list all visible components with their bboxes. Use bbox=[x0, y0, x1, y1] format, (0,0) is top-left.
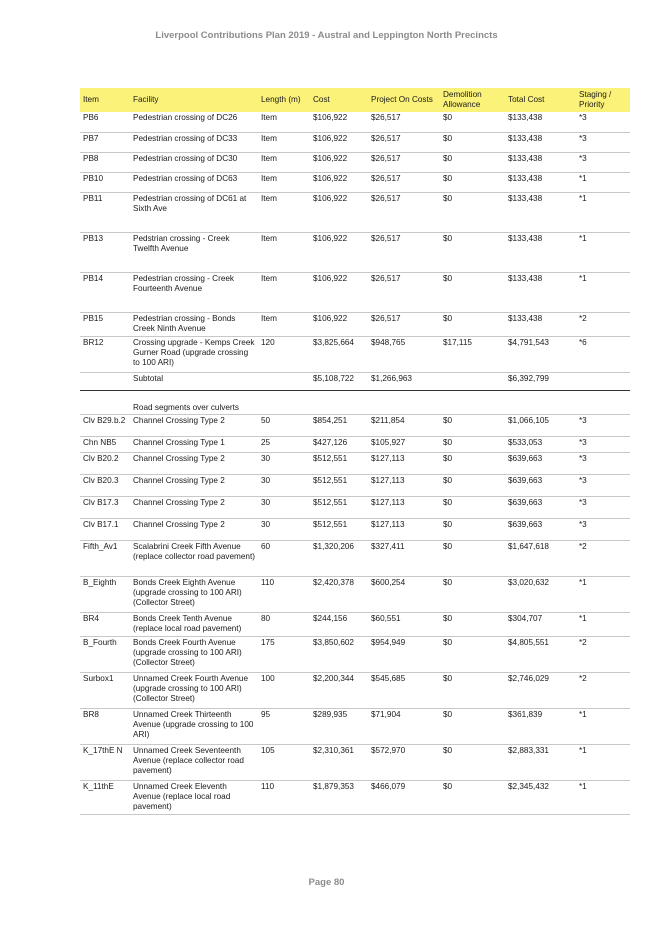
cell-demolition-allowance: $0 bbox=[440, 636, 505, 672]
document-header: Liverpool Contributions Plan 2019 - Austral and Leppington North Precincts bbox=[155, 30, 498, 41]
cell-cost: $2,200,344 bbox=[310, 672, 368, 708]
table-row bbox=[80, 708, 630, 744]
cell-total-cost: $133,438 bbox=[505, 172, 576, 192]
cell-staging: *3 bbox=[576, 436, 630, 452]
cell-demolition-allowance: $0 bbox=[440, 540, 505, 576]
cell-facility: Bonds Creek Tenth Avenue (replace local road pavement) bbox=[130, 612, 258, 636]
cell-length: Item bbox=[258, 172, 310, 192]
cell-project-on-costs: $954,949 bbox=[368, 636, 440, 672]
cell-facility: Channel Crossing Type 1 bbox=[130, 436, 258, 452]
cell-facility: Channel Crossing Type 2 bbox=[130, 518, 258, 540]
cell-staging: *3 bbox=[576, 474, 630, 496]
cell-length: 95 bbox=[258, 708, 310, 744]
cell-total-cost: $2,746,029 bbox=[505, 672, 576, 708]
table-row bbox=[80, 636, 630, 672]
cell-total-cost: $639,663 bbox=[505, 474, 576, 496]
cell-facility: Bonds Creek Fourth Avenue (upgrade crossing to 100 ARI) (Collector Street) bbox=[130, 636, 258, 672]
cell-total-cost: $533,053 bbox=[505, 436, 576, 452]
cell-staging: *2 bbox=[576, 312, 630, 336]
cell-cost: $512,551 bbox=[310, 518, 368, 540]
cell-total-cost: $361,839 bbox=[505, 708, 576, 744]
cell-demolition-allowance: $0 bbox=[440, 232, 505, 272]
cell-staging: *3 bbox=[576, 518, 630, 540]
cell-staging: *3 bbox=[576, 152, 630, 172]
cell-project-on-costs: $211,854 bbox=[368, 414, 440, 436]
cell-length: Item bbox=[258, 192, 310, 232]
cell-item: Surbox1 bbox=[80, 672, 130, 708]
cell-staging: *2 bbox=[576, 672, 630, 708]
cell-staging: *2 bbox=[576, 636, 630, 672]
cell-total-cost: $6,392,799 bbox=[505, 372, 576, 390]
cell-demolition-allowance: $0 bbox=[440, 312, 505, 336]
cell-cost: $3,825,664 bbox=[310, 336, 368, 372]
cell-cost: $1,879,353 bbox=[310, 780, 368, 814]
contributions-table bbox=[80, 88, 630, 815]
cell-cost: $854,251 bbox=[310, 414, 368, 436]
cell-cost: $512,551 bbox=[310, 452, 368, 474]
cell-project-on-costs: $26,517 bbox=[368, 132, 440, 152]
cell-length: 30 bbox=[258, 452, 310, 474]
col-header-length: Length (m) bbox=[258, 88, 310, 112]
table-row bbox=[80, 372, 630, 390]
col-header-cost: Cost bbox=[310, 88, 368, 112]
cell-item: PB15 bbox=[80, 312, 130, 336]
cell-item: Clv B17.3 bbox=[80, 496, 130, 518]
cell-staging: *1 bbox=[576, 232, 630, 272]
cell-demolition-allowance: $0 bbox=[440, 744, 505, 780]
cell-item: PB11 bbox=[80, 192, 130, 232]
cell-demolition-allowance: $0 bbox=[440, 518, 505, 540]
cell-project-on-costs: $26,517 bbox=[368, 152, 440, 172]
cell-item: B_Fourth bbox=[80, 636, 130, 672]
col-header-staging: Staging / Priority bbox=[576, 88, 630, 112]
cell-length: Item bbox=[258, 312, 310, 336]
cell-cost: $106,922 bbox=[310, 132, 368, 152]
cell-staging: *3 bbox=[576, 112, 630, 132]
cell-facility: Channel Crossing Type 2 bbox=[130, 496, 258, 518]
cell-length: Item bbox=[258, 232, 310, 272]
cell-project-on-costs: $60,551 bbox=[368, 612, 440, 636]
cell-demolition-allowance: $0 bbox=[440, 496, 505, 518]
table-row bbox=[80, 414, 630, 436]
cell-facility: Pedestrian crossing of DC63 bbox=[130, 172, 258, 192]
cell-item: K_11thE bbox=[80, 780, 130, 814]
cell-project-on-costs: $127,113 bbox=[368, 518, 440, 540]
cell-item: BR4 bbox=[80, 612, 130, 636]
cell-total-cost: $2,345,432 bbox=[505, 780, 576, 814]
cell-item: B_Eighth bbox=[80, 576, 130, 612]
cell-item: PB13 bbox=[80, 232, 130, 272]
table-row bbox=[80, 312, 630, 336]
cell-facility: Channel Crossing Type 2 bbox=[130, 474, 258, 496]
cell-staging: *6 bbox=[576, 336, 630, 372]
cell-cost: $106,922 bbox=[310, 112, 368, 132]
cell-cost: $106,922 bbox=[310, 312, 368, 336]
cell-cost: $106,922 bbox=[310, 272, 368, 312]
cell-facility: Crossing upgrade - Kemps Creek Gurner Road (upgrade crossing to 100 ARI) bbox=[130, 336, 258, 372]
cell-length: 50 bbox=[258, 414, 310, 436]
cell-length: 110 bbox=[258, 780, 310, 814]
table-row bbox=[80, 474, 630, 496]
cell-length bbox=[258, 372, 310, 390]
cell-facility: Unnamed Creek Seventeenth Avenue (replace collector road pavement) bbox=[130, 744, 258, 780]
cell-length: Item bbox=[258, 112, 310, 132]
cell-total-cost: $2,883,331 bbox=[505, 744, 576, 780]
cell-cost: $512,551 bbox=[310, 474, 368, 496]
cell-facility: Subtotal bbox=[130, 372, 258, 390]
cell-cost bbox=[310, 390, 368, 414]
cell-project-on-costs: $572,970 bbox=[368, 744, 440, 780]
cell-length: 105 bbox=[258, 744, 310, 780]
cell-total-cost: $639,663 bbox=[505, 452, 576, 474]
cell-length: 120 bbox=[258, 336, 310, 372]
cell-facility: Pedestrian crossing of DC33 bbox=[130, 132, 258, 152]
cell-demolition-allowance: $0 bbox=[440, 708, 505, 744]
cell-project-on-costs: $545,685 bbox=[368, 672, 440, 708]
cell-item bbox=[80, 372, 130, 390]
cell-staging: *1 bbox=[576, 780, 630, 814]
cell-demolition-allowance: $0 bbox=[440, 780, 505, 814]
cell-staging: *3 bbox=[576, 132, 630, 152]
cell-demolition-allowance: $0 bbox=[440, 132, 505, 152]
cell-project-on-costs: $127,113 bbox=[368, 452, 440, 474]
cell-item: Clv B20.3 bbox=[80, 474, 130, 496]
cell-staging: *3 bbox=[576, 452, 630, 474]
table-row bbox=[80, 780, 630, 814]
cell-staging: *1 bbox=[576, 744, 630, 780]
cell-staging: *1 bbox=[576, 272, 630, 312]
cell-facility: Unnamed Creek Fourth Avenue (upgrade crossing to 100 ARI) (Collector Street) bbox=[130, 672, 258, 708]
cell-cost: $3,850,602 bbox=[310, 636, 368, 672]
cell-demolition-allowance: $0 bbox=[440, 112, 505, 132]
cell-item: Clv B17.1 bbox=[80, 518, 130, 540]
cell-length: 110 bbox=[258, 576, 310, 612]
cell-total-cost: $133,438 bbox=[505, 132, 576, 152]
table-row bbox=[80, 192, 630, 232]
cell-project-on-costs: $127,113 bbox=[368, 496, 440, 518]
cell-demolition-allowance: $0 bbox=[440, 672, 505, 708]
col-header-project-on-costs: Project On Costs bbox=[368, 88, 440, 112]
cell-facility: Unnamed Creek Eleventh Avenue (replace local road pavement) bbox=[130, 780, 258, 814]
cell-cost: $512,551 bbox=[310, 496, 368, 518]
cell-cost: $289,935 bbox=[310, 708, 368, 744]
cell-facility: Scalabrini Creek Fifth Avenue (replace collector road pavement) bbox=[130, 540, 258, 576]
cell-demolition-allowance: $0 bbox=[440, 576, 505, 612]
cell-project-on-costs: $26,517 bbox=[368, 192, 440, 232]
cell-staging: *2 bbox=[576, 540, 630, 576]
cell-project-on-costs: $26,517 bbox=[368, 172, 440, 192]
cell-demolition-allowance: $0 bbox=[440, 172, 505, 192]
cell-project-on-costs: $327,411 bbox=[368, 540, 440, 576]
cell-facility: Pedestrian crossing of DC30 bbox=[130, 152, 258, 172]
cell-length: Item bbox=[258, 132, 310, 152]
cell-length: 60 bbox=[258, 540, 310, 576]
cell-facility: Unnamed Creek Thirteenth Avenue (upgrade crossing to 100 ARI) bbox=[130, 708, 258, 744]
cell-item bbox=[80, 390, 130, 414]
cell-item: BR12 bbox=[80, 336, 130, 372]
cell-length: 100 bbox=[258, 672, 310, 708]
cell-cost: $427,126 bbox=[310, 436, 368, 452]
table-row bbox=[80, 612, 630, 636]
cell-total-cost: $4,791,543 bbox=[505, 336, 576, 372]
cell-cost: $106,922 bbox=[310, 172, 368, 192]
cell-staging bbox=[576, 390, 630, 414]
cell-demolition-allowance bbox=[440, 372, 505, 390]
cell-item: Fifth_Av1 bbox=[80, 540, 130, 576]
cell-project-on-costs bbox=[368, 390, 440, 414]
cell-item: Clv B20.2 bbox=[80, 452, 130, 474]
table-row bbox=[80, 672, 630, 708]
cell-staging: *3 bbox=[576, 414, 630, 436]
table-row bbox=[80, 232, 630, 272]
cell-item: Chn NB5 bbox=[80, 436, 130, 452]
cell-cost: $244,156 bbox=[310, 612, 368, 636]
cell-project-on-costs: $948,765 bbox=[368, 336, 440, 372]
table-header-row bbox=[80, 88, 630, 112]
cell-total-cost: $133,438 bbox=[505, 312, 576, 336]
cell-project-on-costs: $466,079 bbox=[368, 780, 440, 814]
cell-project-on-costs: $127,113 bbox=[368, 474, 440, 496]
cell-project-on-costs: $600,254 bbox=[368, 576, 440, 612]
cell-cost: $2,310,361 bbox=[310, 744, 368, 780]
table-row bbox=[80, 436, 630, 452]
cell-length: 30 bbox=[258, 518, 310, 540]
cell-length: 30 bbox=[258, 496, 310, 518]
cell-demolition-allowance: $0 bbox=[440, 414, 505, 436]
cell-project-on-costs: $1,266,963 bbox=[368, 372, 440, 390]
cell-cost: $106,922 bbox=[310, 232, 368, 272]
cell-facility: Channel Crossing Type 2 bbox=[130, 452, 258, 474]
cell-length: 30 bbox=[258, 474, 310, 496]
cell-total-cost: $639,663 bbox=[505, 518, 576, 540]
cell-staging: *1 bbox=[576, 172, 630, 192]
cell-demolition-allowance bbox=[440, 390, 505, 414]
cell-facility: Bonds Creek Eighth Avenue (upgrade crossing to 100 ARI) (Collector Street) bbox=[130, 576, 258, 612]
col-header-total-cost: Total Cost bbox=[505, 88, 576, 112]
cell-demolition-allowance: $0 bbox=[440, 612, 505, 636]
cell-item: K_17thE N bbox=[80, 744, 130, 780]
cell-total-cost: $133,438 bbox=[505, 272, 576, 312]
cell-project-on-costs: $26,517 bbox=[368, 312, 440, 336]
cell-project-on-costs: $71,904 bbox=[368, 708, 440, 744]
cell-project-on-costs: $26,517 bbox=[368, 272, 440, 312]
cell-facility: Pedestrian crossing - Bonds Creek Ninth Avenue bbox=[130, 312, 258, 336]
page-number: Page 80 bbox=[308, 877, 345, 888]
table-body bbox=[80, 112, 630, 814]
cell-length: 25 bbox=[258, 436, 310, 452]
cell-project-on-costs: $105,927 bbox=[368, 436, 440, 452]
table-row bbox=[80, 496, 630, 518]
cell-project-on-costs: $26,517 bbox=[368, 232, 440, 272]
cell-staging: *1 bbox=[576, 192, 630, 232]
cell-staging: *1 bbox=[576, 708, 630, 744]
cell-project-on-costs: $26,517 bbox=[368, 112, 440, 132]
cell-cost: $2,420,378 bbox=[310, 576, 368, 612]
table-row bbox=[80, 112, 630, 132]
cell-staging: *3 bbox=[576, 496, 630, 518]
cell-length: 175 bbox=[258, 636, 310, 672]
cell-total-cost: $1,647,618 bbox=[505, 540, 576, 576]
cell-staging bbox=[576, 372, 630, 390]
cell-demolition-allowance: $0 bbox=[440, 436, 505, 452]
cell-cost: $106,922 bbox=[310, 192, 368, 232]
table-row bbox=[80, 540, 630, 576]
table-row bbox=[80, 132, 630, 152]
cell-staging: *1 bbox=[576, 576, 630, 612]
table-row bbox=[80, 452, 630, 474]
cell-item: PB8 bbox=[80, 152, 130, 172]
cell-item: PB6 bbox=[80, 112, 130, 132]
cell-total-cost: $133,438 bbox=[505, 112, 576, 132]
cell-demolition-allowance: $0 bbox=[440, 272, 505, 312]
table-row bbox=[80, 576, 630, 612]
cell-cost: $1,320,206 bbox=[310, 540, 368, 576]
cell-length: Item bbox=[258, 152, 310, 172]
table-row bbox=[80, 744, 630, 780]
cell-facility: Pedestrian crossing - Creek Fourteenth Avenue bbox=[130, 272, 258, 312]
cell-total-cost: $133,438 bbox=[505, 152, 576, 172]
col-header-facility: Facility bbox=[130, 88, 258, 112]
cell-staging: *1 bbox=[576, 612, 630, 636]
table-row bbox=[80, 390, 630, 414]
cell-total-cost: $304,707 bbox=[505, 612, 576, 636]
cell-total-cost bbox=[505, 390, 576, 414]
cell-facility: Road segments over culverts bbox=[130, 390, 258, 414]
cell-item: PB7 bbox=[80, 132, 130, 152]
cell-item: PB10 bbox=[80, 172, 130, 192]
table-row bbox=[80, 152, 630, 172]
cell-facility: Pedstrian crossing - Creek Twelfth Avenue bbox=[130, 232, 258, 272]
cell-total-cost: $4,805,551 bbox=[505, 636, 576, 672]
cell-demolition-allowance: $0 bbox=[440, 452, 505, 474]
cell-total-cost: $133,438 bbox=[505, 192, 576, 232]
cell-item: Clv B29.b.2 bbox=[80, 414, 130, 436]
cell-demolition-allowance: $0 bbox=[440, 152, 505, 172]
cell-facility: Pedestrian crossing of DC26 bbox=[130, 112, 258, 132]
cell-total-cost: $3,020,632 bbox=[505, 576, 576, 612]
table-row bbox=[80, 272, 630, 312]
cell-demolition-allowance: $0 bbox=[440, 474, 505, 496]
cell-demolition-allowance: $0 bbox=[440, 192, 505, 232]
cell-total-cost: $133,438 bbox=[505, 232, 576, 272]
table-row bbox=[80, 336, 630, 372]
col-header-item: Item bbox=[80, 88, 130, 112]
cell-length bbox=[258, 390, 310, 414]
cell-length: Item bbox=[258, 272, 310, 312]
cell-cost: $106,922 bbox=[310, 152, 368, 172]
cell-facility: Pedestrian crossing of DC61 at Sixth Ave bbox=[130, 192, 258, 232]
cell-facility: Channel Crossing Type 2 bbox=[130, 414, 258, 436]
table-row bbox=[80, 518, 630, 540]
cell-length: 80 bbox=[258, 612, 310, 636]
cell-cost: $5,108,722 bbox=[310, 372, 368, 390]
table-row bbox=[80, 172, 630, 192]
cell-total-cost: $1,066,105 bbox=[505, 414, 576, 436]
cell-item: BR8 bbox=[80, 708, 130, 744]
cell-demolition-allowance: $17,115 bbox=[440, 336, 505, 372]
cell-total-cost: $639,663 bbox=[505, 496, 576, 518]
col-header-demolition-allowance: Demolition Allowance bbox=[440, 88, 505, 112]
cell-item: PB14 bbox=[80, 272, 130, 312]
